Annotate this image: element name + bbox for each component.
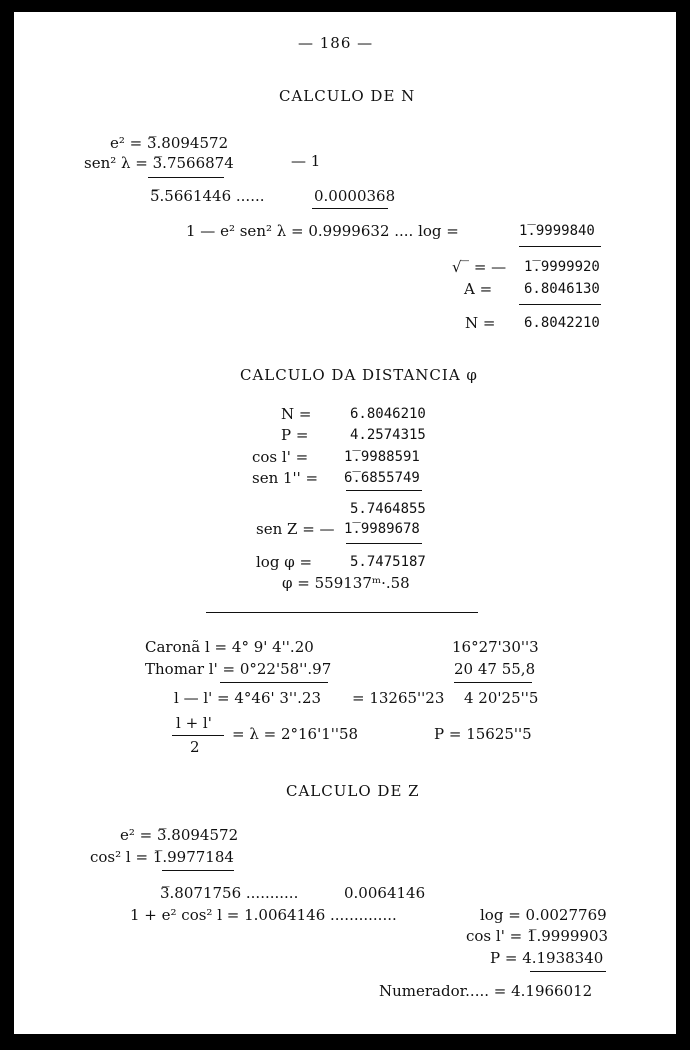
sum-line: 5̅.5661446 ...... xyxy=(150,187,265,205)
row-value: 1̅.9988591 xyxy=(344,449,420,465)
cos-line: cos l' = 1̅.9999903 xyxy=(466,927,609,945)
sqrt-value: 1̅.9999920 xyxy=(524,259,600,275)
fraction-bar xyxy=(172,735,224,736)
a-label: A = xyxy=(464,280,493,298)
fraction-denominator: 2 xyxy=(190,738,200,756)
e2-line: e² = 3̅.8094572 xyxy=(120,826,239,844)
senz-value: 1̅.9989678 xyxy=(344,521,420,537)
section-title-n: CALCULO DE N xyxy=(279,87,416,105)
n-label: N = xyxy=(465,314,496,332)
carona-right: 16°27'30''3 xyxy=(452,638,539,656)
row-value: 4.2574315 xyxy=(350,427,426,443)
numerator-line: Numerador..... = 4.1966012 xyxy=(379,982,593,1000)
fraction-numerator: l + l' xyxy=(176,714,212,732)
result-line: 0.0000368 xyxy=(314,187,396,205)
rule xyxy=(346,490,422,491)
sqrt-label: √‾ = — xyxy=(452,258,507,276)
expr-line: 1 — e² sen² λ = 0.9999632 .... log = xyxy=(186,222,459,240)
rule xyxy=(519,246,601,247)
phi-value: φ = 559137ᵐ·.58 xyxy=(282,574,410,592)
row-label: cos l' = xyxy=(252,448,309,466)
section-title-distance: CALCULO DA DISTANCIA φ xyxy=(240,366,478,384)
document-page xyxy=(14,12,676,1034)
n-value: 6.8042210 xyxy=(524,315,600,331)
rule xyxy=(162,870,234,871)
row-value: 6.8046210 xyxy=(350,406,426,422)
lambda-line: = λ = 2°16'1''58 xyxy=(232,725,359,743)
rule xyxy=(530,971,606,972)
a-value: 6.8046130 xyxy=(524,281,600,297)
senz-label: sen Z = — xyxy=(256,520,335,538)
section-title-z: CALCULO DE Z xyxy=(286,782,420,800)
row-label: sen 1'' = xyxy=(252,469,319,487)
row-value: 6̅.6855749 xyxy=(344,470,420,486)
section-divider xyxy=(206,612,478,613)
rule xyxy=(148,177,224,178)
rule xyxy=(454,682,532,683)
page-number: — 186 — xyxy=(298,34,374,52)
sum-line: 3̅.8071756 ........... xyxy=(160,884,299,902)
thomar-right: 20 47 55,8 xyxy=(454,660,536,678)
result-line: 0.0064146 xyxy=(344,884,426,902)
e2-line: e² = 3̅.8094572 xyxy=(110,134,229,152)
rule xyxy=(346,543,422,544)
log-phi-label: log φ = xyxy=(256,553,313,571)
sum-value: 5.7464855 xyxy=(350,501,426,517)
diff-line: l — l' = 4°46' 3''.23 xyxy=(174,689,322,707)
rule xyxy=(312,208,388,209)
row-label: N = xyxy=(281,405,312,423)
expr-line: 1 + e² cos² l = 1.0064146 .............. xyxy=(130,906,397,924)
cos2-line: cos² l = 1̅.9977184 xyxy=(90,848,234,866)
log-value: 1̅.9999840 xyxy=(519,223,595,239)
rule xyxy=(220,682,328,683)
row-label: P = xyxy=(281,426,309,444)
p-line: P = 4.1938340 xyxy=(490,949,604,967)
minus-one: — 1 xyxy=(291,152,321,170)
diff-seconds: = 13265''23 xyxy=(352,689,445,707)
thomar-line: Thomar l' = 0°22'58''.97 xyxy=(145,660,332,678)
carona-line: Caronã l = 4° 9' 4''.20 xyxy=(145,638,314,656)
log-line: log = 0.0027769 xyxy=(480,906,607,924)
rule xyxy=(519,304,601,305)
diff-right: 4 20'25''5 xyxy=(464,689,539,707)
log-phi-value: 5.7475187 xyxy=(350,554,426,570)
sen2-line: sen² λ = 3̅.7566874 xyxy=(84,154,234,172)
p-line: P = 15625''5 xyxy=(434,725,532,743)
